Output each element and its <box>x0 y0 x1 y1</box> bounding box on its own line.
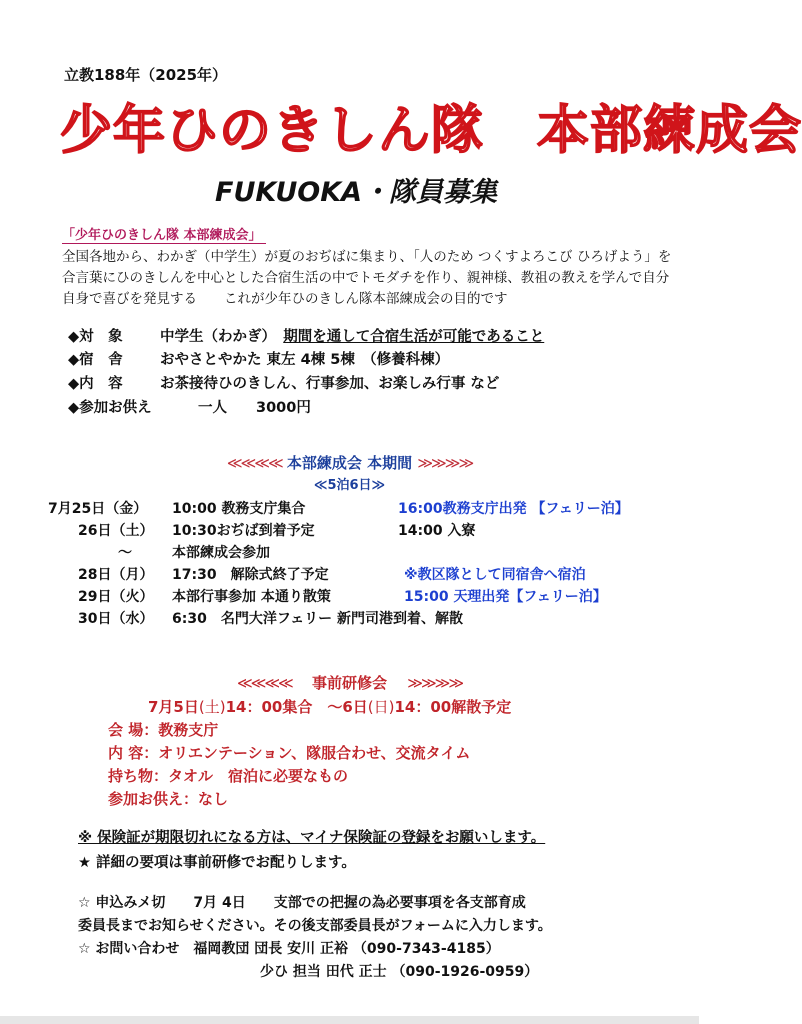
schedule-date: 30日（水） <box>78 611 154 627</box>
pretraining-date-part: 14：00解散予定 <box>394 698 512 716</box>
schedule-time: 17:30 解除式終了予定 <box>172 567 329 583</box>
info-value: 一人 3000円 <box>198 400 311 416</box>
details-note: ★ 詳細の要項は事前研修でお配りします。 <box>78 855 356 871</box>
pretraining-item: 参加お供え：なし <box>108 790 229 808</box>
contact-line: 少ひ 担当 田代 正士 （090-1926-0959） <box>260 964 539 980</box>
info-value: お茶接待ひのきしん、行事参加、お楽しみ行事 など <box>160 376 500 392</box>
schedule-date: ～ <box>118 545 132 561</box>
page-subtitle: FUKUOKA・隊員募集 <box>215 177 498 208</box>
pretraining-item: 持ち物：タオル 宿泊に必要なもの <box>108 767 349 785</box>
pretraining-title: 事前研修会 <box>311 674 387 692</box>
intro-text: 全国各地から、わかぎ（中学生）が夏のおぢばに集まり、「人のため つくすよろこび ひろげよう」を合言葉にひのきしんを中心とした合宿生活の中でトモダチを作り、親神様、教祖の教えを学んで自分自身で喜びを発見する これが少年ひのきしん隊本部練成会の目的です <box>62 249 672 307</box>
info-label: ◆対 象 <box>68 329 123 345</box>
arrows-right: ≫≫≫≫ <box>407 674 463 692</box>
info-row <box>68 348 449 369</box>
schedule-date: 26日（土） <box>78 523 154 539</box>
period-title: 本部練成会 本期間 <box>286 454 413 472</box>
schedule-note: 15:00 天理出発【フェリー泊】 <box>404 589 607 605</box>
period-nights: ≪5泊6日≫ <box>313 478 386 493</box>
insurance-note: ※ 保険証が期限切れになる方は、マイナ保険証の登録をお願いします。 <box>78 830 546 846</box>
arrows-left: ≪≪≪≪ <box>226 454 282 472</box>
info-extra: 期間を通して合宿生活が可能であること <box>283 329 545 345</box>
pretraining-date-part: 7月5日 <box>148 698 199 716</box>
period-heading <box>0 452 699 473</box>
pretraining-heading <box>0 672 699 693</box>
deadline-line: 委員長までお知らせください。その後支部委員長がフォームに入力します。 <box>78 918 552 934</box>
era-year: 立教188年（2025年） <box>64 66 228 84</box>
pretraining-date-part: (日) <box>367 698 395 716</box>
contact-line: ☆ お問い合わせ 福岡教団 団長 安川 正裕 （090-7343-4185） <box>78 941 500 957</box>
schedule-date: 7月25日（金） <box>48 501 148 517</box>
schedule-date: 28日（月） <box>78 567 154 583</box>
schedule-time: 本部行事参加 本通り散策 <box>172 589 331 605</box>
pretraining-date-part: 14：00集合 ～6日 <box>225 698 368 716</box>
arrows-left: ≪≪≪≪ <box>236 674 292 692</box>
intro-tag: 「少年ひのきしん隊 本部練成会」 <box>62 228 262 243</box>
schedule-time: 10:00 教務支庁集合 <box>172 501 306 517</box>
schedule-date: 29日（火） <box>78 589 154 605</box>
intro-tag-underline <box>62 243 266 244</box>
pretraining-date <box>148 696 511 717</box>
pretraining-date-part: (土) <box>198 698 226 716</box>
info-row <box>68 372 499 393</box>
info-row <box>68 396 311 417</box>
schedule-note: 16:00教務支庁出発 【フェリー泊】 <box>398 501 629 517</box>
pretraining-item: 内 容：オリエンテーション、隊服合わせ、交流タイム <box>108 744 471 762</box>
info-value: おやさとやかた 東左 4棟 5棟 （修養科棟） <box>160 352 450 368</box>
info-value: 中学生（わかぎ） <box>160 329 269 345</box>
info-label: ◆内 容 <box>68 376 123 392</box>
arrows-right: ≫≫≫≫ <box>417 454 473 472</box>
pretraining-item: 会 場：教務支庁 <box>108 721 219 739</box>
schedule-time: 10:30おぢば到着予定 <box>172 523 315 539</box>
schedule-note: 14:00 入寮 <box>398 523 476 539</box>
info-label: ◆参加お供え <box>68 400 152 416</box>
page-title: 少年ひのきしん隊 本部練成会 <box>60 101 802 161</box>
schedule-time: 本部練成会参加 <box>172 545 270 561</box>
schedule-time: 6:30 名門大洋フェリー 新門司港到着、解散 <box>172 611 463 627</box>
deadline-line: ☆ 申込みメ切 7月 4日 支部での把握の為必要事項を各支部育成 <box>78 895 526 911</box>
bottom-bar <box>0 1016 699 1024</box>
info-label: ◆宿 舎 <box>68 352 123 368</box>
info-row <box>68 325 544 346</box>
schedule-note: ※教区隊として同宿舎へ宿泊 <box>404 567 586 583</box>
